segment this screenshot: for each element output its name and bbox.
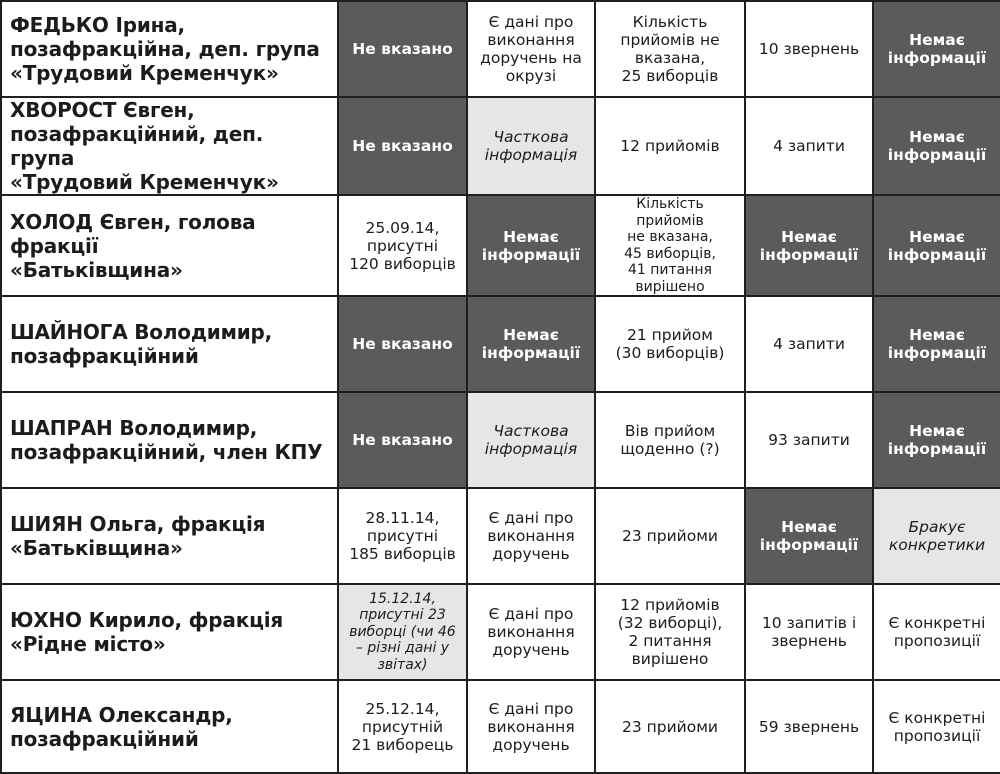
table-row (1, 97, 1000, 195)
table-cell: Немає інформації (873, 97, 1000, 195)
table-cell: 12 прийомів (32 виборці), 2 питання вирішено (595, 584, 745, 680)
table-cell: 4 запити (745, 97, 873, 195)
table-cell: Є дані про виконання доручень (467, 680, 595, 773)
table-cell: Немає інформації (467, 296, 595, 392)
table-cell: Немає інформації (873, 392, 1000, 488)
table-cell: 21 прийом (30 виборців) (595, 296, 745, 392)
table-cell: Є дані про виконання доручень на окрузі (467, 1, 595, 97)
table-row (1, 680, 1000, 773)
table-cell: Є конкретні пропозиції (873, 584, 1000, 680)
deputy-name-cell: ШИЯН Ольга, фракція «Батьківщина» (1, 488, 338, 584)
table-cell: Немає інформації (873, 195, 1000, 296)
table-cell: Не вказано (338, 1, 467, 97)
table-cell: Вів прийом щоденно (?) (595, 392, 745, 488)
table-row (1, 296, 1000, 392)
table-cell: 93 запити (745, 392, 873, 488)
deputy-name-cell: ФЕДЬКО Ірина, позафракційна, деп. група «Трудовий Кременчук» (1, 1, 338, 97)
table-row (1, 195, 1000, 296)
table-row (1, 584, 1000, 680)
table-row (1, 488, 1000, 584)
table-cell: Кількість прийомів не вказана, 25 виборців (595, 1, 745, 97)
table-cell: 10 запитів і звернень (745, 584, 873, 680)
table-cell: 4 запити (745, 296, 873, 392)
table-cell: 10 звернень (745, 1, 873, 97)
table-cell: Немає інформації (745, 195, 873, 296)
table-cell: Немає інформації (467, 195, 595, 296)
table-cell: 12 прийомів (595, 97, 745, 195)
table-cell: Не вказано (338, 392, 467, 488)
table-cell: 23 прийоми (595, 488, 745, 584)
table-cell: Не вказано (338, 296, 467, 392)
deputy-name-cell: ЯЦИНА Олександр, позафракційний (1, 680, 338, 773)
table-cell: 59 звернень (745, 680, 873, 773)
table-cell: Немає інформації (873, 296, 1000, 392)
table-cell: 28.11.14, присутні 185 виборців (338, 488, 467, 584)
deputy-name-cell: ХОЛОД Євген, голова фракції «Батьківщина» (1, 195, 338, 296)
table-cell: Бракує конкретики (873, 488, 1000, 584)
table-cell: Часткова інформація (467, 392, 595, 488)
table-cell: Не вказано (338, 97, 467, 195)
table-cell: Є дані про виконання доручень (467, 584, 595, 680)
table-row (1, 1, 1000, 97)
table-cell: Часткова інформація (467, 97, 595, 195)
table-cell: Є конкретні пропозиції (873, 680, 1000, 773)
deputy-name-cell: ШАПРАН Володимир, позафракційний, член КПУ (1, 392, 338, 488)
deputy-name-cell: ШАЙНОГА Володимир, позафракційний (1, 296, 338, 392)
table-cell: Є дані про виконання доручень (467, 488, 595, 584)
deputy-name-cell: ХВОРОСТ Євген, позафракційний, деп. група «Трудовий Кременчук» (1, 97, 338, 195)
table-cell: 25.12.14, присутній 21 виборець (338, 680, 467, 773)
table-cell: 23 прийоми (595, 680, 745, 773)
table-cell: Немає інформації (873, 1, 1000, 97)
table-row (1, 392, 1000, 488)
table-cell: 25.09.14, присутні 120 виборців (338, 195, 467, 296)
table-cell: 15.12.14, присутні 23 виборці (чи 46 – різні дані у звітах) (338, 584, 467, 680)
table-cell: Кількість прийомів не вказана, 45 виборців, 41 питання вирішено (595, 195, 745, 296)
deputy-name-cell: ЮХНО Кирило, фракція «Рідне місто» (1, 584, 338, 680)
table-cell: Немає інформації (745, 488, 873, 584)
